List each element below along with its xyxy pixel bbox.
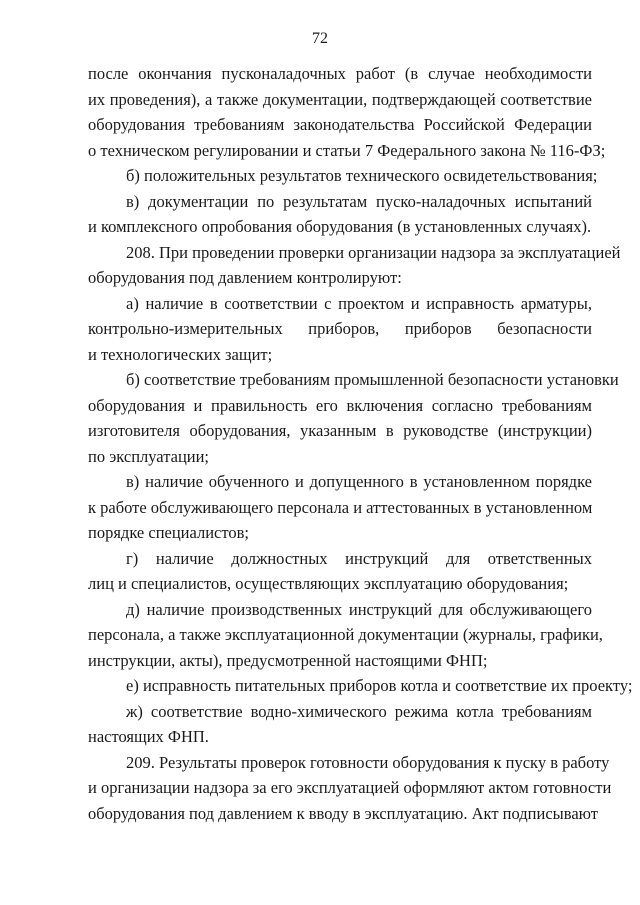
- text-line: в) документации по результатам пуско-наладочных испытаний: [126, 191, 592, 211]
- text-line: б) положительных результатов технического освидетельствования;: [126, 166, 598, 185]
- text-block: [88, 61, 633, 826]
- text-line: б) соответствие требованиям промышленной безопасности установки: [126, 370, 619, 389]
- text-line: оборудования под давлением к вводу в эксплуатацию. Акт подписывают: [88, 803, 598, 823]
- text-line: оборудования под давлением контролируют:: [88, 268, 402, 287]
- text-line: оборудования требованиям законодательства Российской Федерации: [88, 115, 592, 134]
- text-line: и технологических защит;: [88, 344, 273, 364]
- text-line: по эксплуатации;: [88, 446, 210, 466]
- text-line: г) наличие должностных инструкций для ответственных: [126, 548, 592, 568]
- body-text: [88, 61, 633, 827]
- text-line: контрольно-измерительных приборов, приборов безопасности: [88, 319, 592, 338]
- text-line: о техническом регулировании и статьи 7 Федерального закона № 116-ФЗ;: [88, 140, 606, 160]
- text-line: оборудования и правильность его включения согласно требованиям: [88, 395, 592, 415]
- text-line: ж) соответствие водно-химического режима котла требованиям: [126, 701, 592, 721]
- text-line: изготовителя оборудования, указанным в руководстве (инструкции): [88, 421, 592, 440]
- text-line: лиц и специалистов, осуществляющих эксплуатацию оборудования;: [88, 574, 569, 593]
- text-line: порядке специалистов;: [88, 523, 249, 542]
- text-line: после окончания пусконаладочных работ (в случае необходимости: [88, 64, 592, 83]
- text-line: е) исправность питательных приборов котла и соответствие их проекту;: [126, 676, 633, 695]
- text-line: в) наличие обученного и допущенного в установленном порядке: [126, 472, 592, 491]
- text-line: и комплексного опробования оборудования (в установленных случаях).: [88, 217, 592, 236]
- text-line: инструкции, акты), предусмотренной настоящими ФНП;: [88, 650, 488, 670]
- text-line: настоящих ФНП.: [88, 727, 209, 746]
- text-line: 209. Результаты проверок готовности оборудования к пуску в работу: [126, 752, 610, 772]
- page-number: 72: [312, 30, 328, 47]
- text-line: к работе обслуживающего персонала и аттестованных в установленном: [88, 497, 593, 517]
- text-line: д) наличие производственных инструкций для обслуживающего: [126, 599, 592, 619]
- text-line: и организации надзора за его эксплуатацией оформляют актом готовности: [88, 778, 612, 797]
- text-line: их проведения), а также документации, подтверждающей соответствие: [88, 89, 592, 109]
- text-line: персонала, а также эксплуатационной документации (журналы, графики,: [88, 625, 603, 644]
- text-line: 208. При проведении проверки организации надзора за эксплуатацией: [126, 242, 621, 262]
- text-line: а) наличие в соответствии с проектом и исправность арматуры,: [126, 293, 592, 313]
